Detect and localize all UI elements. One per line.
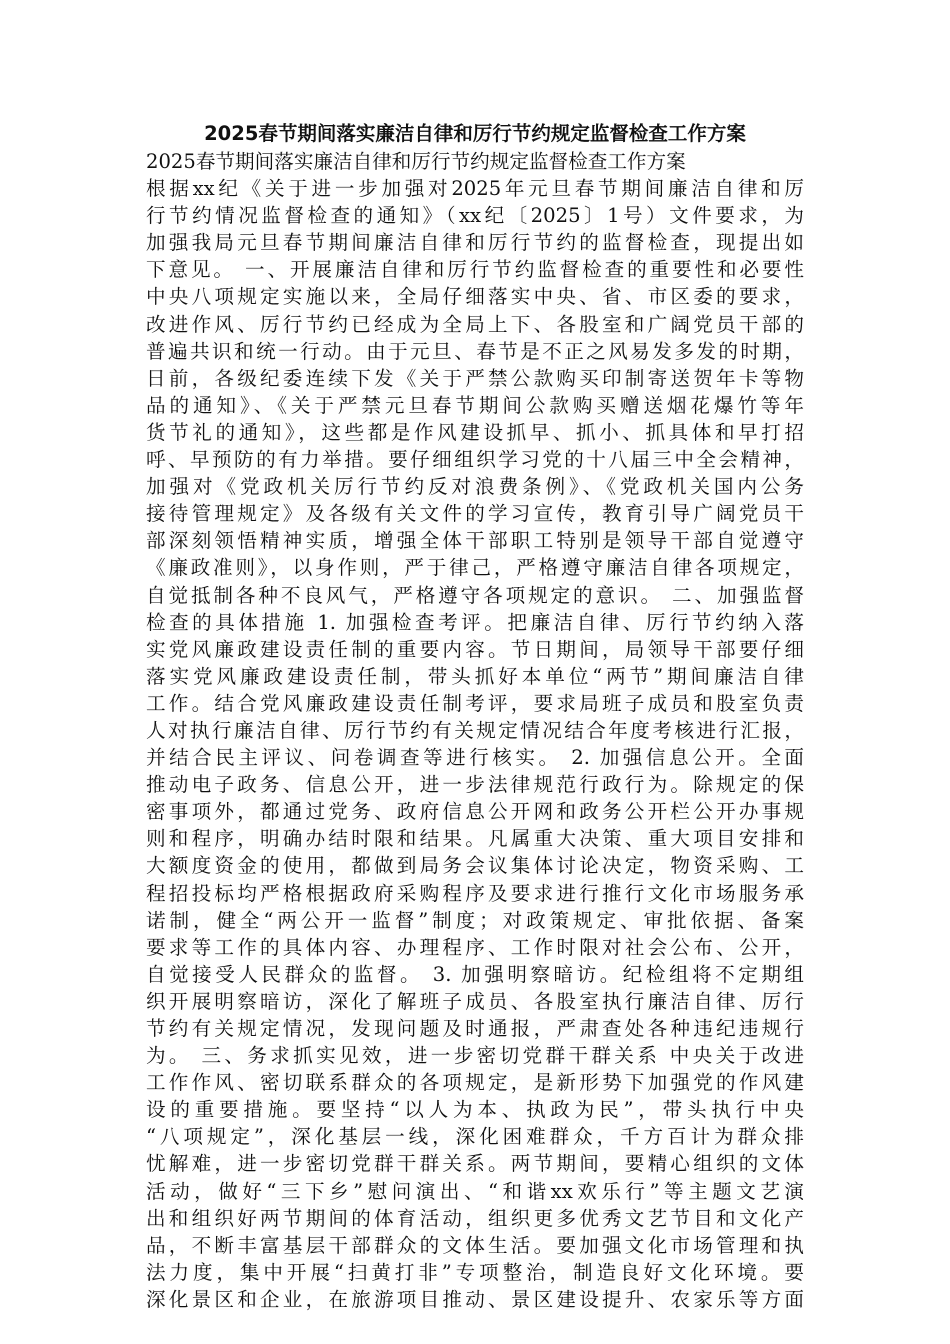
body-line: 日前，各级纪委连续下发《关于严禁公款购买印制寄送贺年卡等物 bbox=[146, 366, 804, 390]
body-line: 则和程序，明确办结时限和结果。凡属重大决策、重大项目安排和 bbox=[146, 827, 804, 851]
body-line: 部深刻领悟精神实质，增强全体干部职工特别是领导干部自觉遵守 bbox=[146, 529, 804, 553]
body-line: 大额度资金的使用，都做到局务会议集体讨论决定，物资采购、工 bbox=[146, 854, 804, 878]
body-line: 诺制，健全“两公开一监督”制度；对政策规定、审批依据、备案 bbox=[146, 908, 804, 932]
body-line: 根据xx纪《关于进一步加强对2025年元旦春节期间廉洁自律和厉 bbox=[146, 177, 804, 201]
body-line: 品的通知》、《关于严禁元旦春节期间公款购买赠送烟花爆竹等年 bbox=[146, 393, 804, 417]
body-line: 忧解难，进一步密切党群干群关系。两节期间，要精心组织的文体 bbox=[146, 1152, 804, 1176]
body-line: 密事项外，都通过党务、政府信息公开网和政务公开栏公开办事规 bbox=[146, 800, 804, 824]
body-line: 设的重要措施。要坚持“以人为本、执政为民”，带头执行中央 bbox=[146, 1098, 804, 1122]
body-line: 接待管理规定》及各级有关文件的学习宣传，教育引导广阔党员干 bbox=[146, 502, 804, 526]
body-line: 深化景区和企业，在旅游项目推动、景区建设提升、农家乐等方面 bbox=[146, 1287, 804, 1311]
document-page bbox=[146, 120, 804, 1313]
document-title: 2025春节期间落实廉洁自律和厉行节约规定监督检查工作方案 bbox=[204, 122, 746, 145]
body-line: 品，不断丰富基层干部群众的文体生活。要加强文化市场管理和执 bbox=[146, 1233, 804, 1257]
body-line: 并结合民主评议、问卷调查等进行核实。 2. 加强信息公开。全面 bbox=[146, 746, 804, 770]
body-line: 为。 三、务求抓实见效，进一步密切党群干群关系 中央关于改进 bbox=[146, 1044, 804, 1068]
body-line: 普遍共识和统一行动。由于元旦、春节是不正之风易发多发的时期， bbox=[146, 339, 804, 363]
body-line: 货节礼的通知》，这些都是作风建设抓早、抓小、抓具体和早打招 bbox=[146, 420, 804, 444]
body-line: 自觉抵制各种不良风气，严格遵守各项规定的意识。 二、加强监督 bbox=[146, 583, 804, 607]
body-line: 工作作风、密切联系群众的各项规定，是新形势下加强党的作风建 bbox=[146, 1071, 804, 1095]
body-line: 织开展明察暗访，深化了解班子成员、各股室执行廉洁自律、厉行 bbox=[146, 989, 804, 1013]
body-line: 行节约情况监督检查的通知》（xx纪〔2025〕1号）文件要求，为 bbox=[146, 204, 804, 228]
body-line: 节约有关规定情况，发现问题及时通报，严肃查处各种违纪违规行 bbox=[146, 1017, 804, 1040]
body-line: 法力度，集中开展“扫黄打非”专项整治，制造良好文化环境。要 bbox=[146, 1260, 804, 1284]
body-line: 活动，做好“三下乡”慰问演出、“和谐xx欢乐行”等主题文艺演 bbox=[146, 1179, 804, 1203]
body-line: 中央八项规定实施以来，全局仔细落实中央、省、市区委的要求， bbox=[146, 285, 804, 309]
body-line: 工作。结合党风廉政建设责任制考评，要求局班子成员和股室负责 bbox=[146, 691, 804, 715]
body-line: 出和组织好两节期间的体育活动，组织更多优秀文艺节目和文化产 bbox=[146, 1206, 804, 1230]
body-line: 要求等工作的具体内容、办理程序、工作时限对社会公布、公开， bbox=[146, 935, 804, 959]
body-line: “八项规定”，深化基层一线，深化困难群众，千方百计为群众排 bbox=[146, 1125, 804, 1149]
body-line: 下意见。 一、开展廉洁自律和厉行节约监督检查的重要性和必要性 bbox=[146, 258, 804, 282]
body-line: 2025春节期间落实廉洁自律和厉行节约规定监督检查工作方案 bbox=[146, 150, 686, 173]
body-line: 推动电子政务、信息公开，进一步法律规范行政行为。除规定的保 bbox=[146, 773, 804, 797]
body-line: 呼、早预防的有力举措。要仔细组织学习党的十八届三中全会精神， bbox=[146, 448, 804, 472]
body-line: 自觉接受人民群众的监督。 3. 加强明察暗访。纪检组将不定期组 bbox=[146, 962, 804, 986]
body-line: 程招投标均严格根据政府采购程序及要求进行推行文化市场服务承 bbox=[146, 881, 804, 905]
body-line: 加强我局元旦春节期间廉洁自律和厉行节约的监督检查，现提出如 bbox=[146, 231, 804, 255]
body-line: 人对执行廉洁自律、厉行节约有关规定情况结合年度考核进行汇报， bbox=[146, 718, 804, 742]
body-line: 加强对《党政机关厉行节约反对浪费条例》、《党政机关国内公务 bbox=[146, 475, 804, 499]
body-line: 《廉政准则》，以身作则，严于律己，严格遵守廉洁自律各项规定， bbox=[146, 556, 804, 580]
body-line: 落实党风廉政建设责任制，带头抓好本单位“两节”期间廉洁自律 bbox=[146, 664, 804, 688]
body-line: 改进作风、厉行节约已经成为全局上下、各股室和广阔党员干部的 bbox=[146, 312, 804, 336]
body-line: 检查的具体措施 1. 加强检查考评。把廉洁自律、厉行节约纳入落 bbox=[146, 610, 804, 634]
document-body bbox=[146, 148, 804, 1313]
body-line: 实党风廉政建设责任制的重要内容。节日期间，局领导干部要仔细 bbox=[146, 637, 804, 661]
